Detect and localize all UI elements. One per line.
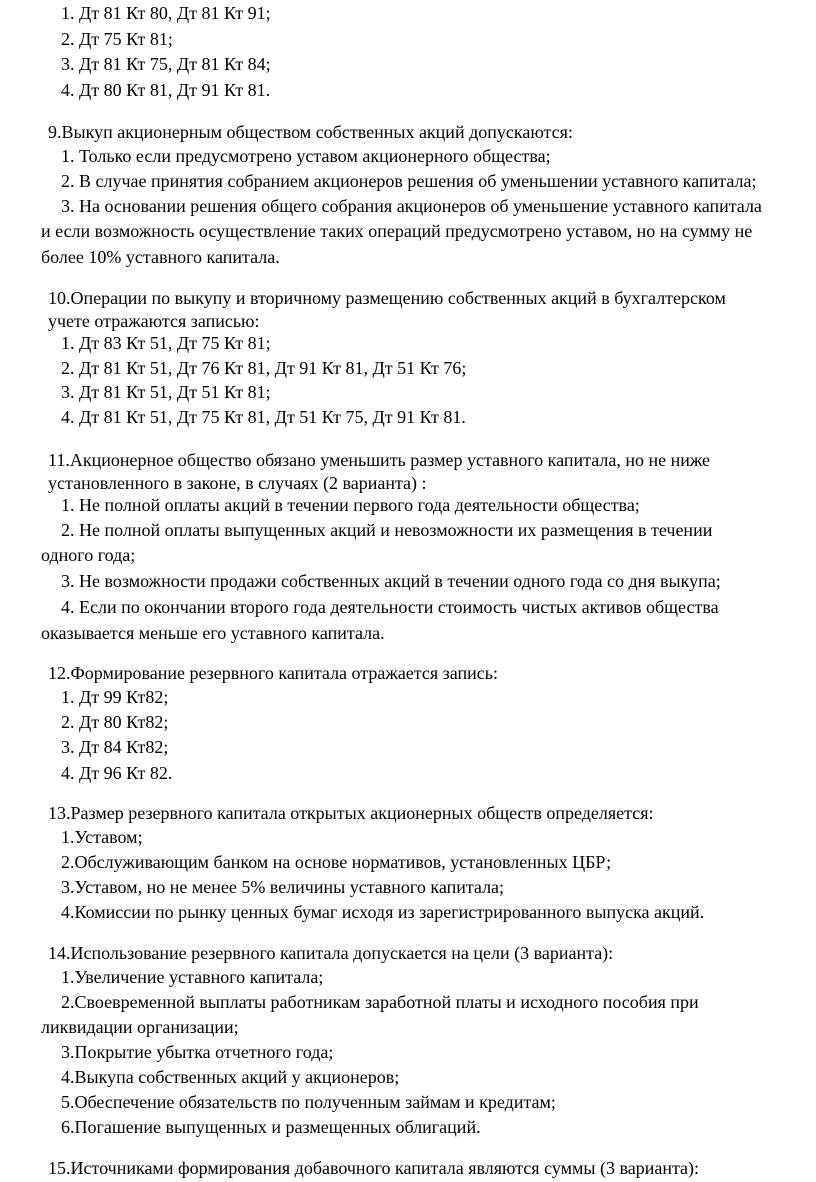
answer-continuation: ликвидации организации; — [41, 1017, 239, 1037]
answer-option: 4. Если по окончании второго года деятельности стоимость чистых активов общества — [61, 597, 719, 617]
answer-option: 4. Дт 80 Кт 81, Дт 91 Кт 81. — [61, 80, 271, 100]
answer-option: 4.Выкупа собственных акций у акционеров; — [61, 1067, 400, 1087]
answer-option: 2. Дт 75 Кт 81; — [61, 29, 173, 49]
answer-option: 2. Не полной оплаты выпущенных акций и невозможности их размещения в течении — [61, 520, 713, 540]
answer-option: 4. Дт 81 Кт 51, Дт 75 Кт 81, Дт 51 Кт 75, Дт 91 Кт 81. — [61, 407, 466, 427]
answer-option: 3. Дт 81 Кт 51, Дт 51 Кт 81; — [61, 382, 271, 402]
question-text: 13.Размер резервного капитала открытых акционерных обществ определяется: — [48, 803, 654, 823]
answer-option: 3. Дт 81 Кт 75, Дт 81 Кт 84; — [61, 54, 271, 74]
answer-option: 1. Не полной оплаты акций в течении первого года деятельности общества; — [61, 495, 640, 515]
answer-option: 2. Дт 80 Кт82; — [61, 712, 169, 732]
answer-option: 4.Комиссии по рынку ценных бумаг исходя из зарегистрированного выпуска акций. — [61, 902, 705, 922]
answer-option: 6.Погашение выпущенных и размещенных облигаций. — [61, 1117, 481, 1137]
answer-option: 2. В случае принятия собранием акционеров решения об уменьшении уставного капитала; — [61, 171, 757, 191]
answer-continuation: более 10% уставного капитала. — [41, 247, 280, 267]
answer-option: 1. Только если предусмотрено уставом акционерного общества; — [61, 146, 551, 166]
question-text: 10.Операции по выкупу и вторичному размещению собственных акций в бухгалтерском — [48, 288, 726, 308]
answer-option: 2.Своевременной выплаты работникам заработной платы и исходного пособия при — [61, 992, 699, 1012]
question-text: 12.Формирование резервного капитала отражается запись: — [48, 663, 498, 683]
answer-option: 1.Увеличение уставного капитала; — [61, 967, 324, 987]
answer-option: 1. Дт 81 Кт 80, Дт 81 Кт 91; — [61, 3, 271, 23]
answer-option: 3. На основании решения общего собрания акционеров об уменьшение уставного капитала — [61, 196, 762, 216]
answer-continuation: одного года; — [41, 545, 136, 565]
answer-option: 1. Дт 99 Кт82; — [61, 687, 169, 707]
answer-option: 3.Покрытие убытка отчетного года; — [61, 1042, 334, 1062]
answer-option: 5.Обеспечение обязательств по полученным займам и кредитам; — [61, 1092, 556, 1112]
question-text: установленного в законе, в случаях (2 варианта) : — [48, 473, 427, 493]
question-text: 15.Источниками формирования добавочного капитала являются суммы (3 варианта): — [48, 1158, 700, 1178]
answer-option: 2. Дт 81 Кт 51, Дт 76 Кт 81, Дт 91 Кт 81, Дт 51 Кт 76; — [61, 358, 467, 378]
answer-option: 3.Уставом, но не менее 5% величины уставного капитала; — [61, 877, 505, 897]
answer-option: 2.Обслуживающим банком на основе нормативов, установленных ЦБР; — [61, 852, 612, 872]
question-text: 11.Акционерное общество обязано уменьшить размер уставного капитала, но не ниже — [48, 450, 711, 470]
answer-option: 1.Уставом; — [61, 827, 143, 847]
answer-continuation: и если возможность осуществление таких операций предусмотрено уставом, но на сумму не — [41, 221, 753, 241]
answer-option: 3. Дт 84 Кт82; — [61, 737, 169, 757]
answer-continuation: оказывается меньше его уставного капитала. — [41, 623, 385, 643]
question-text: 9.Выкуп акционерным обществом собственных акций допускаются: — [48, 122, 573, 142]
question-text: учете отражаются записью: — [48, 311, 260, 331]
question-text: 14.Использование резервного капитала допускается на цели (3 варианта): — [48, 943, 614, 963]
answer-option: 4. Дт 96 Кт 82. — [61, 763, 173, 783]
answer-option: 1. Дт 83 Кт 51, Дт 75 Кт 81; — [61, 333, 271, 353]
answer-option: 3. Не возможности продажи собственных акций в течении одного года со дня выкупа; — [61, 571, 721, 591]
